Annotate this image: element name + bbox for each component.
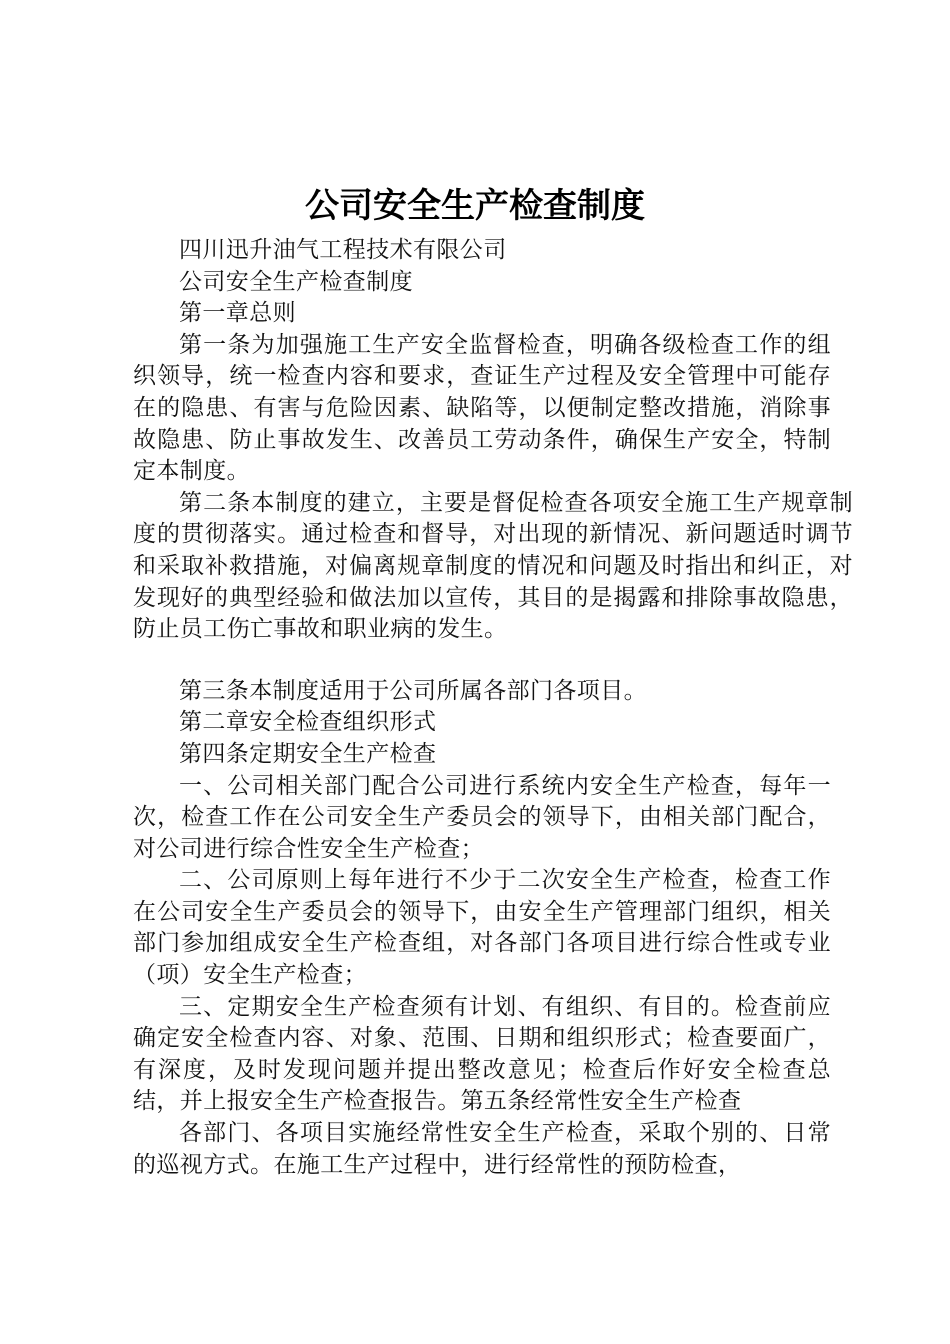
paragraph: 第三条本制度适用于公司所属各部门各项目。	[179, 677, 647, 704]
blank-line	[133, 646, 831, 676]
chapter-heading: 第二章安全检查组织形式	[179, 709, 437, 736]
paragraph: 二、公司原则上每年进行不少于二次安全生产检查，检查工作在公司安全生产委员会的领导下，由安全生产管理部门组织，相关部门参加组成安全生产检查组，对各部门各项目进行综合性或专业（项）安全生产检查；	[133, 867, 831, 989]
document-title: 公司安全生产检查制度	[305, 186, 645, 226]
paragraph: 第一条为加强施工生产安全监督检查，明确各级检查工作的组织领导，统一检查内容和要求，查证生产过程及安全管理中可能存在的隐患、有害与危险因素、缺陷等，以便制定整改措施，消除事故隐患、防止事故发生、改善员工劳动条件，确保生产安全，特制定本制度。	[133, 331, 831, 485]
chapter-heading: 第一章总则	[179, 300, 296, 327]
paragraph: 一、公司相关部门配合公司进行系统内安全生产检查，每年一次，检查工作在公司安全生产委员会的领导下，由相关部门配合，对公司进行综合性安全生产检查；	[133, 772, 831, 862]
paragraph: 三、定期安全生产检查须有计划、有组织、有目的。检查前应确定安全检查内容、对象、范围、日期和组织形式；检查要面广，有深度，及时发现问题并提出整改意见；检查后作好安全检查总结，并上报安全生产检查报告。第五条经常性安全生产检查	[133, 993, 831, 1115]
company-name: 四川迅升油气工程技术有限公司	[179, 237, 507, 263]
paragraph: 各部门、各项目实施经常性安全生产检查，采取个别的、日常的巡视方式。在施工生产过程中，进行经常性的预防检查，	[133, 1120, 831, 1178]
paragraph: 第二条本制度的建立，主要是督促检查各项安全施工生产规章制度的贯彻落实。通过检查和督导，对出现的新情况、新问题适时调节和采取补救措施，对偏离规章制度的情况和问题及时指出和纠正，对发现好的典型经验和做法加以宣传，其目的是揭露和排除事故隐患，防止员工伤亡事故和职业病的发生。	[133, 489, 853, 643]
document-subtitle: 公司安全生产检查制度	[179, 268, 413, 295]
document-body	[133, 235, 853, 1181]
article-heading: 第四条定期安全生产检查	[179, 740, 437, 767]
